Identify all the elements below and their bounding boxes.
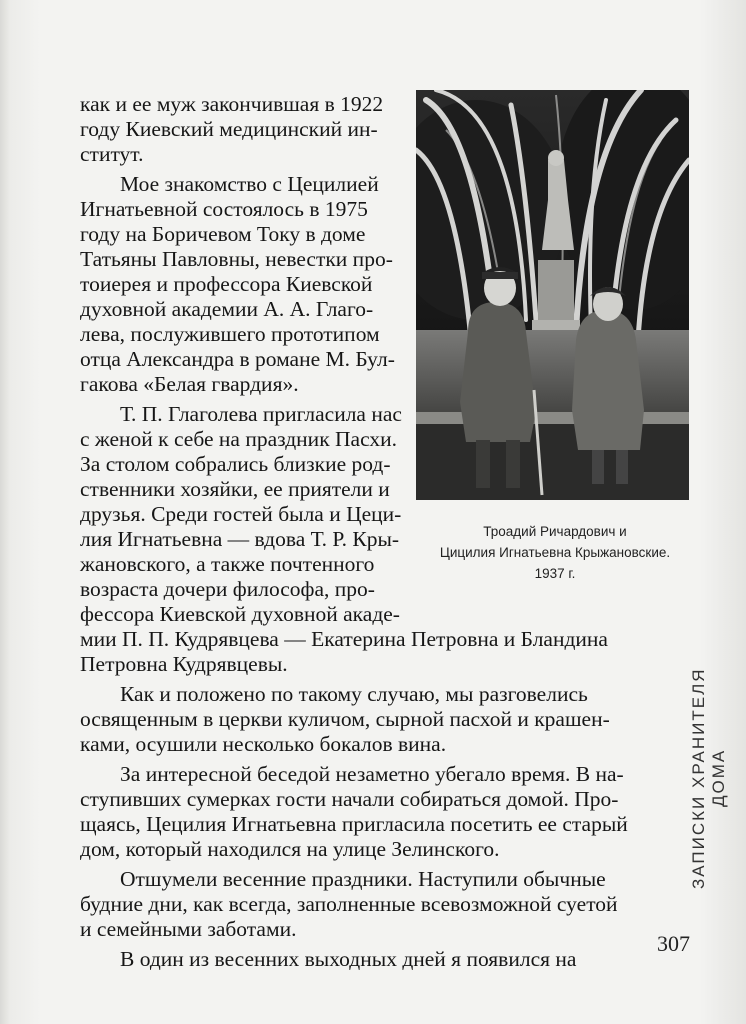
text-line: с женой к себе на праздник Пасхи. (80, 427, 397, 451)
text-line: фессора Киевской духовной акаде- (80, 602, 400, 626)
text-line: мии П. П. Кудрявцева — Екатерина Петровна и Бландина (80, 627, 608, 651)
text-line: Отшумели весенние праздники. Наступили обычные (120, 867, 606, 891)
text-line: щаясь, Цецилия Игнатьевна пригласила посетить ее старый (80, 812, 628, 836)
text-line: дом, который находился на улице Зелинского. (80, 837, 500, 861)
text-line: году Киевский медицинский ин- (80, 117, 378, 141)
text-line: возраста дочери философа, про- (80, 577, 375, 601)
text-line: году на Боричевом Току в доме (80, 222, 366, 246)
text-line: ститут. (80, 142, 144, 166)
text-line: лева, послужившего прототипом (80, 322, 380, 346)
text-line: будние дни, как всегда, заполненные всевозможной суетой (80, 892, 618, 916)
text-line: Татьяны Павловны, невестки про- (80, 247, 393, 271)
text-line: друзья. Среди гостей была и Цеци- (80, 502, 402, 526)
page-number: 307 (657, 931, 690, 956)
text-line: жановского, а также почтенного (80, 552, 375, 576)
text-line: Петровна Кудрявцевы. (80, 652, 288, 676)
text-line: Мое знакомство с Цецилией (120, 172, 379, 196)
text-line: как и ее муж закончившая в 1922 (80, 92, 384, 116)
text-line: ступивших сумерках гости начали собираться домой. Про- (80, 787, 619, 811)
historical-photo (416, 90, 689, 500)
text-line: За столом собрались близкие род- (80, 452, 391, 476)
text-line: Игнатьевной состоялось в 1975 (80, 197, 368, 221)
caption-line: Цицилия Игнатьевна Крыжановские. (439, 545, 671, 560)
text-line: ственники хозяйки, ее приятели и (80, 477, 390, 501)
running-head: ЗАПИСКИ ХРАНИТЕЛЯ ДОМА (689, 667, 728, 889)
text-line: ками, осушили несколько бокалов вина. (80, 732, 447, 756)
text-line: лия Игнатьевна — вдова Т. Р. Кры- (80, 527, 400, 551)
text-line: гакова «Белая гвардия». (80, 372, 299, 396)
text-line: тоиерея и профессора Киевской (80, 272, 373, 296)
caption-line: Троадий Ричардович и (483, 524, 627, 539)
photo-illustration (416, 90, 689, 500)
text-line: отца Александра в романе М. Бул- (80, 347, 395, 371)
text-line: освященным в церкви куличом, сырной пасхой и крашен- (80, 707, 610, 731)
caption-line: 1937 г. (534, 566, 576, 581)
text-line: и семейными заботами. (80, 917, 297, 941)
text-line: духовной академии А. А. Глаго- (80, 297, 374, 321)
text-line: В один из весенних выходных дней я появился на (120, 947, 577, 971)
text-line: Т. П. Глаголева пригласила нас (120, 402, 402, 426)
text-line: Как и положено по такому случаю, мы разговелись (120, 682, 588, 706)
text-line: За интересной беседой незаметно убегало время. В на- (120, 762, 624, 786)
